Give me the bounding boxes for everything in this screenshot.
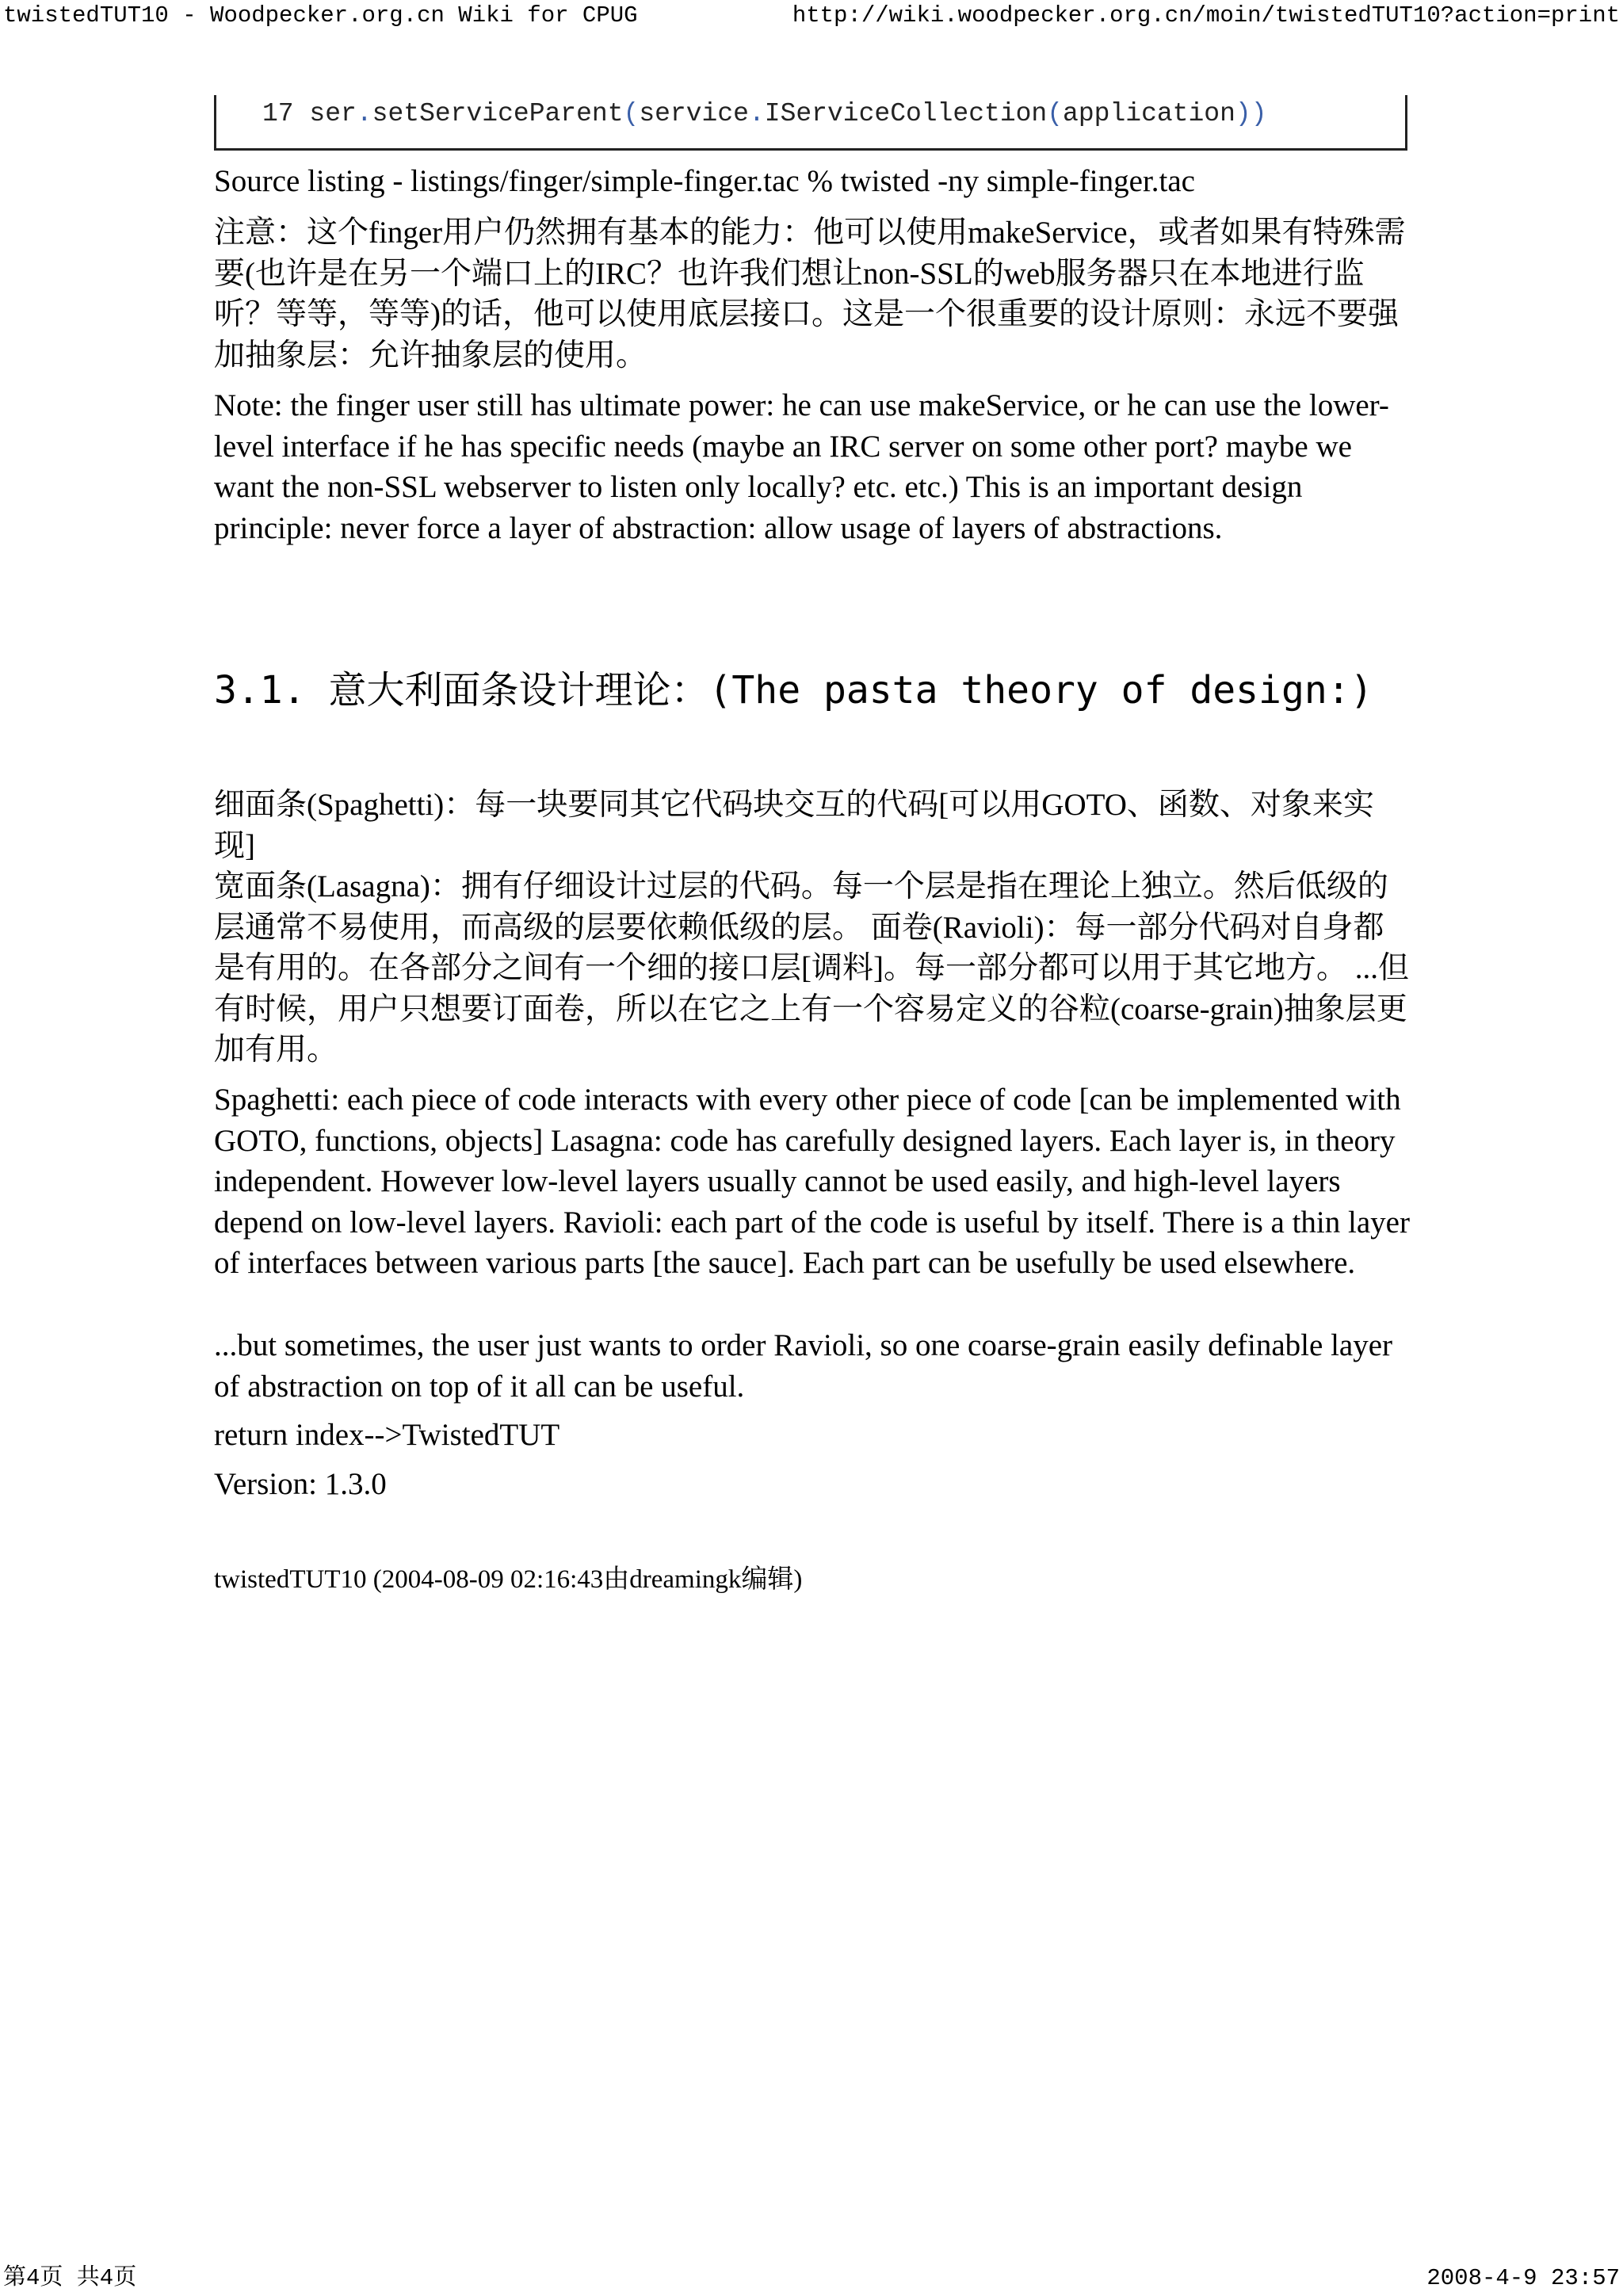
code-line-number: 17 [262,99,294,128]
print-datetime: 2008-4-9 23:57 [1426,2265,1620,2291]
code-paren-open: ( [1047,99,1064,128]
print-header-title: twistedTUT10 - Woodpecker.org.cn Wiki for CPUG [3,2,638,29]
source-listing: Source listing - listings/finger/simple-finger.tac % twisted -ny simple-finger.tac [214,164,1195,198]
pasta-chinese-spaghetti: 细面条(Spaghetti)：每一块要同其它代码块交互的代码[可以用GOTO、函数、对象来实现] [214,788,1374,863]
page-edit-info: twistedTUT10 (2004-08-09 02:16:43由dreamingk编辑) [214,1565,803,1594]
code-arg-value: application [1063,99,1235,128]
note-english: Note: the finger user still has ultimate power: he can use makeService, or he can use the lower-level interface if he has specific needs (maybe an IRC server on some other port? maybe we want the non-SSL webserver to listen only locally? etc. etc.) This is an important design principle: never force a layer of abstraction: allow usage of layers of abstractions. [214,388,1389,545]
code-object: ser [309,99,357,128]
code-dot: . [748,99,765,128]
code-block [214,95,1407,151]
print-header-url: http://wiki.woodpecker.org.cn/moin/twistedTUT10?action=print [792,2,1620,29]
version-text: Version: 1.3.0 [214,1467,387,1501]
code-dot: . [356,99,372,128]
return-index-link[interactable]: return index-->TwistedTUT [214,1418,560,1452]
code-method: setServiceParent [372,99,624,128]
section-heading: 3.1. 意大利面条设计理论：(The pasta theory of design:) [214,668,1373,712]
code-line [262,98,1267,130]
pasta-chinese-lasagna-ravioli: 宽面条(Lasagna)：拥有仔细设计过层的代码。每一个层是指在理论上独立。然后低级的层通常不易使用，而高级的层要依赖低级的层。 面卷(Ravioli)：每一部分代码对自身都是有用的。在各部分之间有一个细的接口层[调料]。每一部分都可以用于其它地方。 ...但有时候，用户只想要订面卷，所以在它之上有一个容易定义的谷粒(coarse-grain)抽象层更加有用。 [214,869,1409,1067]
pasta-english-ravioli: ...but sometimes, the user just wants to order Ravioli, so one coarse-grain easily definable layer of abstraction on top of it all can be useful. [214,1328,1393,1404]
page-number: 第4页 共4页 [3,2265,137,2291]
note-chinese: 注意：这个finger用户仍然拥有基本的能力：他可以使用makeService，或者如果有特殊需要(也许是在另一个端口上的IRC？也许我们想让non-SSL的web服务器只在本地进行监听？等等，等等)的话，他可以使用底层接口。这是一个很重要的设计原则：永远不要强加抽象层：允许抽象层的使用。 [214,216,1406,372]
pasta-english: Spaghetti: each piece of code interacts with every other piece of code [can be implemented with GOTO, functions, objects] Lasagna: code has carefully designed layers. Each layer is, in theory independent. However low-level layers usually cannot be used easily, and high-level layers depend on low-level layers. Ravioli: each part of the code is useful by itself. There is a thin layer of interfaces between various parts [the sauce]. Each part can be usefully be used elsewhere. [214,1083,1410,1280]
code-arg-module: service [639,99,749,128]
code-paren-open: ( [623,99,640,128]
code-arg-class: IServiceCollection [764,99,1048,128]
code-paren-close: )) [1235,99,1267,128]
